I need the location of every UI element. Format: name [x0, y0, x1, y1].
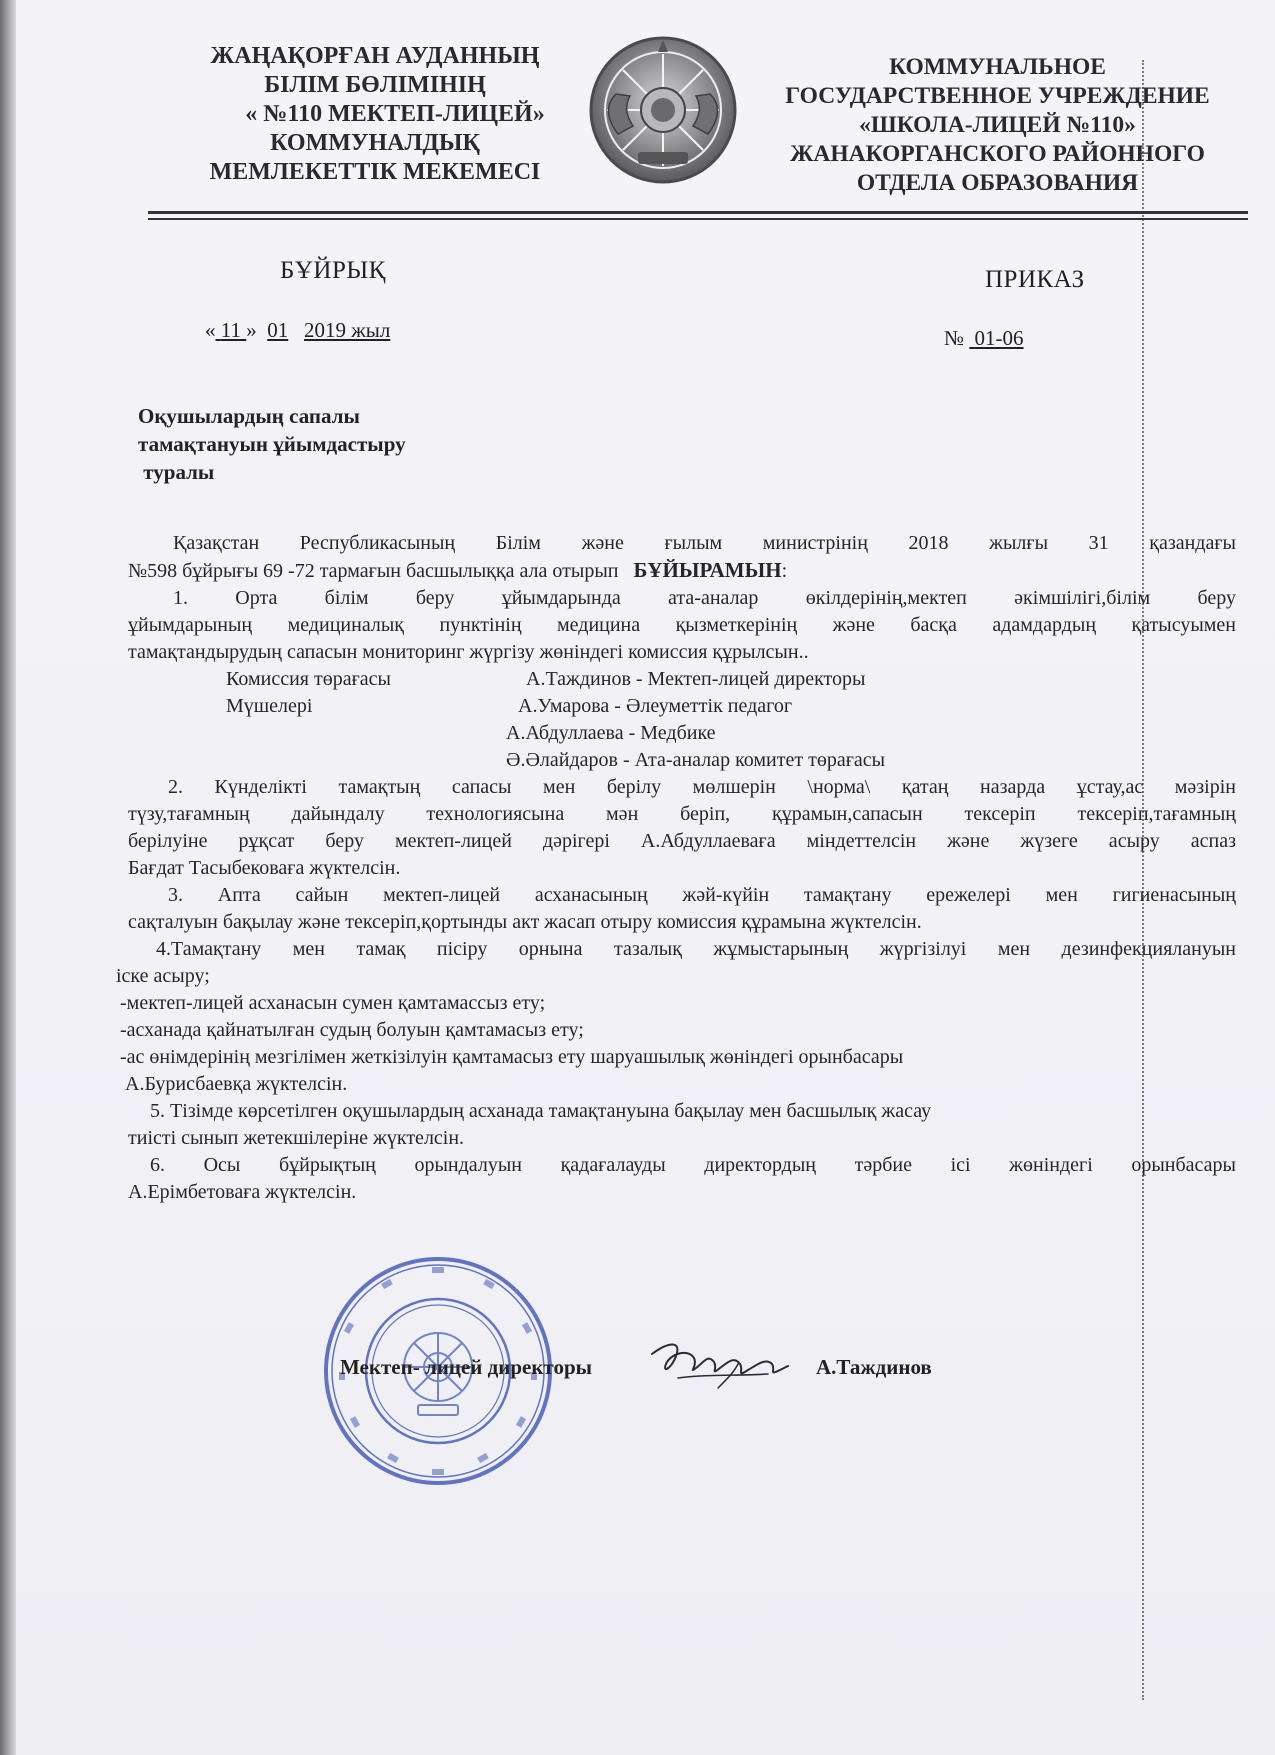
p2-line: түзу,тағамның дайындалу технологиясына мән беріп, құрамын,сапасын тексеріп тексеріп,тағамның: [128, 803, 1236, 825]
commission-row: Ә.Әлайдаров - Ата-аналар комитет төрағасы: [506, 749, 886, 771]
header-ru-line: ЖАНАКОРГАНСКОГО РАЙОННОГО: [790, 141, 1205, 167]
p4-item: А.Бурисбаевқа жүктелсін.: [120, 1073, 348, 1095]
header-ru-line: ОТДЕЛА ОБРАЗОВАНИЯ: [856, 170, 1139, 196]
p3-line: 3. Апта сайын мектеп-лицей асханасының жәй-күйін тамақтану ережелері мен гигиенасының: [168, 884, 1236, 906]
number-sign: №: [944, 326, 965, 350]
header-ru: [760, 53, 1235, 198]
handwritten-signature-icon: [648, 1334, 793, 1394]
order-date: [205, 318, 390, 343]
order-title-kz: БҰЙРЫҚ: [280, 257, 386, 284]
number-value: 01-06: [974, 326, 1024, 350]
p4-item: -асханада қайнатылған судың болуын қамтамасыз ету;: [120, 1019, 584, 1041]
p6-line: 6. Осы бұйрықтың орындалуын қадағалауды директордың тәрбие ісі жөніндегі орынбасары: [150, 1154, 1236, 1176]
p2-line: 2. Күнделікті тамақтың сапасы мен берілу мөлшерін \норма\ қатаң назарда ұстау,ас мәзірін: [168, 776, 1236, 798]
intro-line: Қазақстан Республикасының Білім және ғылым министрінің 2018 жылғы 31 қазандағы: [173, 532, 1236, 554]
commission-row: Комиссия төрағасы А.Таждинов - Мектеп-лицей директоры: [226, 668, 866, 690]
p5-line: 5. Тізімде көрсетілген оқушылардың асханада тамақтануына бақылау мен басшылық жасау: [150, 1100, 932, 1122]
state-emblem-icon: [588, 34, 738, 186]
header-ru-line: ГОСУДАРСТВЕННОЕ УЧРЕЖДЕНИЕ: [785, 83, 1210, 109]
p1-line: ұйымдарының медициналық пунктінің медицина қызметкерінің және басқа адамдардың қатысуымен: [128, 614, 1236, 636]
header-kz-line: « №110 МЕКТЕП-ЛИЦЕЙ»: [245, 101, 545, 127]
p1-line: 1. Орта білім беру ұйымдарында ата-аналар өкілдерінің,мектеп әкімшілігі,білім беру: [173, 587, 1236, 609]
date-day: 11: [220, 318, 241, 342]
p6-line: А.Ерімбетоваға жүктелсін.: [128, 1181, 357, 1203]
p2-line: Бағдат Тасыбековаға жүктелсін.: [128, 857, 401, 879]
header-ru-line: «ШКОЛА-ЛИЦЕЙ №110»: [859, 112, 1136, 138]
intro-bold: БҰЙЫРАМЫН: [633, 558, 782, 582]
p5-line: тиісті сынып жетекшілеріне жүктелсін.: [128, 1127, 465, 1149]
header-kz: [175, 42, 575, 187]
date-quote-open: «: [205, 318, 216, 342]
order-body: [116, 530, 1236, 1206]
header-kz-line: БІЛІМ БӨЛІМІНІҢ: [264, 72, 486, 98]
p4-line: іске асыру;: [116, 965, 210, 987]
signature-name: А.Таждинов: [816, 1355, 932, 1379]
commission-row: А.Абдуллаева - Медбике: [506, 722, 716, 744]
header-rule: [148, 211, 1248, 214]
p4-item: -ас өнімдерінің мезгілімен жеткізілуін қамтамасыз ету шаруашылық жөніндегі орынбасары: [120, 1046, 904, 1068]
header-kz-line: ЖАҢАҚОРҒАН АУДАННЫҢ: [210, 43, 540, 69]
header-ru-line: КОММУНАЛЬНОЕ: [889, 54, 1106, 80]
scan-edge: [0, 0, 16, 1755]
date-year: 2019 жыл: [303, 318, 391, 342]
subject-line: тамақтануын ұйымдастыру: [138, 432, 406, 456]
p4-line: 4.Тамақтану мен тамақ пісіру орнына тазалық жұмыстарының жүргізілуі мен дезинфекциялануын: [156, 938, 1236, 960]
header-kz-line: КОММУНАЛДЫҚ: [270, 130, 480, 156]
date-month: 01: [267, 318, 289, 342]
order-title-ru: ПРИКАЗ: [985, 266, 1085, 293]
header-rule: [148, 218, 1248, 220]
p3-line: сақталуын бақылау және тексеріп,қортынды акт жасап отыру комиссия құрамына жүктелсін.: [128, 911, 922, 933]
subject-line: Оқушылардың сапалы: [138, 404, 360, 428]
header-kz-line: МЕМЛЕКЕТТІК МЕКЕМЕСІ: [209, 159, 541, 185]
order-number: [944, 326, 1024, 351]
order-subject: [138, 402, 498, 486]
p1-line: тамақтандырудың сапасын мониторинг жүргізу жөніндегі комиссия құрылсын..: [128, 641, 809, 663]
p2-line: берілуіне рұқсат беру мектеп-лицей дәрігері А.Абдуллаеваға міндеттелсін және жүзеге асыру аспаз: [128, 830, 1236, 852]
commission-row: Мүшелері А.Умарова - Әлеуметтік педагог: [226, 695, 793, 717]
p4-item: -мектеп-лицей асханасын сумен қамтамассыз ету;: [120, 992, 546, 1014]
subject-line: туралы: [138, 460, 215, 484]
intro-line: №598 бұйрығы 69 -72 тармағын басшылыққа ала отырып БҰЙЫРАМЫН:: [128, 558, 788, 582]
date-quote-close: »: [246, 318, 257, 342]
signature-title: Мектеп- лицей директоры: [340, 1355, 593, 1379]
